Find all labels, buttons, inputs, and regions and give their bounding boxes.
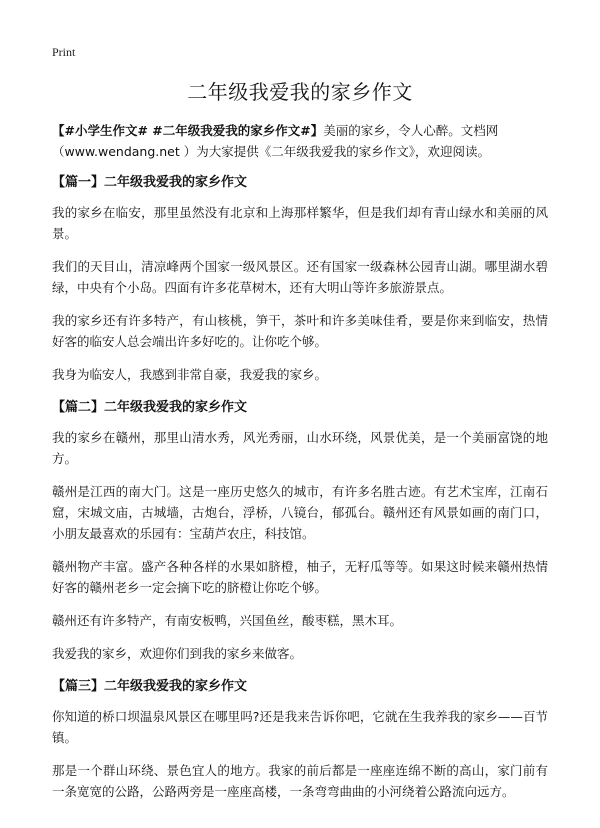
paragraph: 我们的天目山，清凉峰两个国家一级风景区。还有国家一级森林公园青山湖。哪里湖水碧绿，中央有个小岛。四面有许多花草树木，还有大明山等许多旅游景点。	[52, 259, 548, 295]
intro-text: 美丽的家乡，令人心醉。文档网（www.wendang.net ）为大家提供《二年级我爱我的家乡作文》，欢迎阅读。	[52, 123, 499, 159]
paragraph: 赣州还有许多特产，有南安板鸭，兴国鱼丝，酸枣糕，黑木耳。	[52, 613, 403, 628]
section-heading: 【篇三】二年级我爱我的家乡作文	[52, 679, 248, 694]
paragraph: 赣州物产丰富。盛产各种各样的水果如脐橙，柚子，无籽瓜等等。如果这时候来赣州热情好客的赣州老乡一定会摘下吃的脐橙让你吃个够。	[52, 559, 548, 595]
intro-paragraph	[52, 120, 548, 162]
paragraph: 我的家乡在赣州，那里山清水秀，风光秀丽，山水环绕，风景优美，是一个美丽富饶的地方。	[52, 430, 548, 466]
paragraph: 我的家乡还有许多特产，有山核桃，笋干，茶叶和许多美味佳肴，要是你来到临安，热情好客的临安人总会端出许多好吃的。让你吃个够。	[52, 313, 548, 349]
section-3	[52, 676, 548, 802]
section-2	[52, 397, 548, 664]
print-link[interactable]: Print	[52, 45, 76, 59]
section-heading: 【篇二】二年级我爱我的家乡作文	[52, 400, 248, 415]
paragraph: 我的家乡在临安，那里虽然没有北京和上海那样繁华，但是我们却有青山绿水和美丽的风景。	[52, 205, 548, 241]
paragraph: 赣州是江西的南大门。这是一座历史悠久的城市，有许多名胜古迹。有艺术宝库，江南石窟，宋城文庙，古城墙，古炮台，浮桥，八镜台，郁孤台。赣州还有风景如画的南门口，小朋友最喜欢的乐园有：宝葫芦农庄，科技馆。	[52, 484, 548, 541]
page-title: 二年级我爱我的家乡作文	[187, 80, 413, 104]
paragraph: 你知道的桥口坝温泉风景区在哪里吗?还是我来告诉你吧，它就在生我养我的家乡——百节镇。	[52, 709, 548, 745]
intro-tagline: 【#小学生作文# #二年级我爱我的家乡作文#】	[52, 123, 324, 138]
paragraph: 那是一个群山环绕、景色宜人的地方。我家的前后都是一座座连绵不断的高山，家门前有一条宽宽的公路，公路两旁是一座座高楼，一条弯弯曲曲的小河绕着公路流向远方。	[52, 763, 548, 799]
paragraph: 我身为临安人，我感到非常自豪，我爱我的家乡。	[52, 367, 328, 382]
section-heading: 【篇一】二年级我爱我的家乡作文	[52, 175, 248, 190]
section-1	[52, 172, 548, 385]
paragraph: 我爱我的家乡，欢迎你们到我的家乡来做客。	[52, 646, 303, 661]
